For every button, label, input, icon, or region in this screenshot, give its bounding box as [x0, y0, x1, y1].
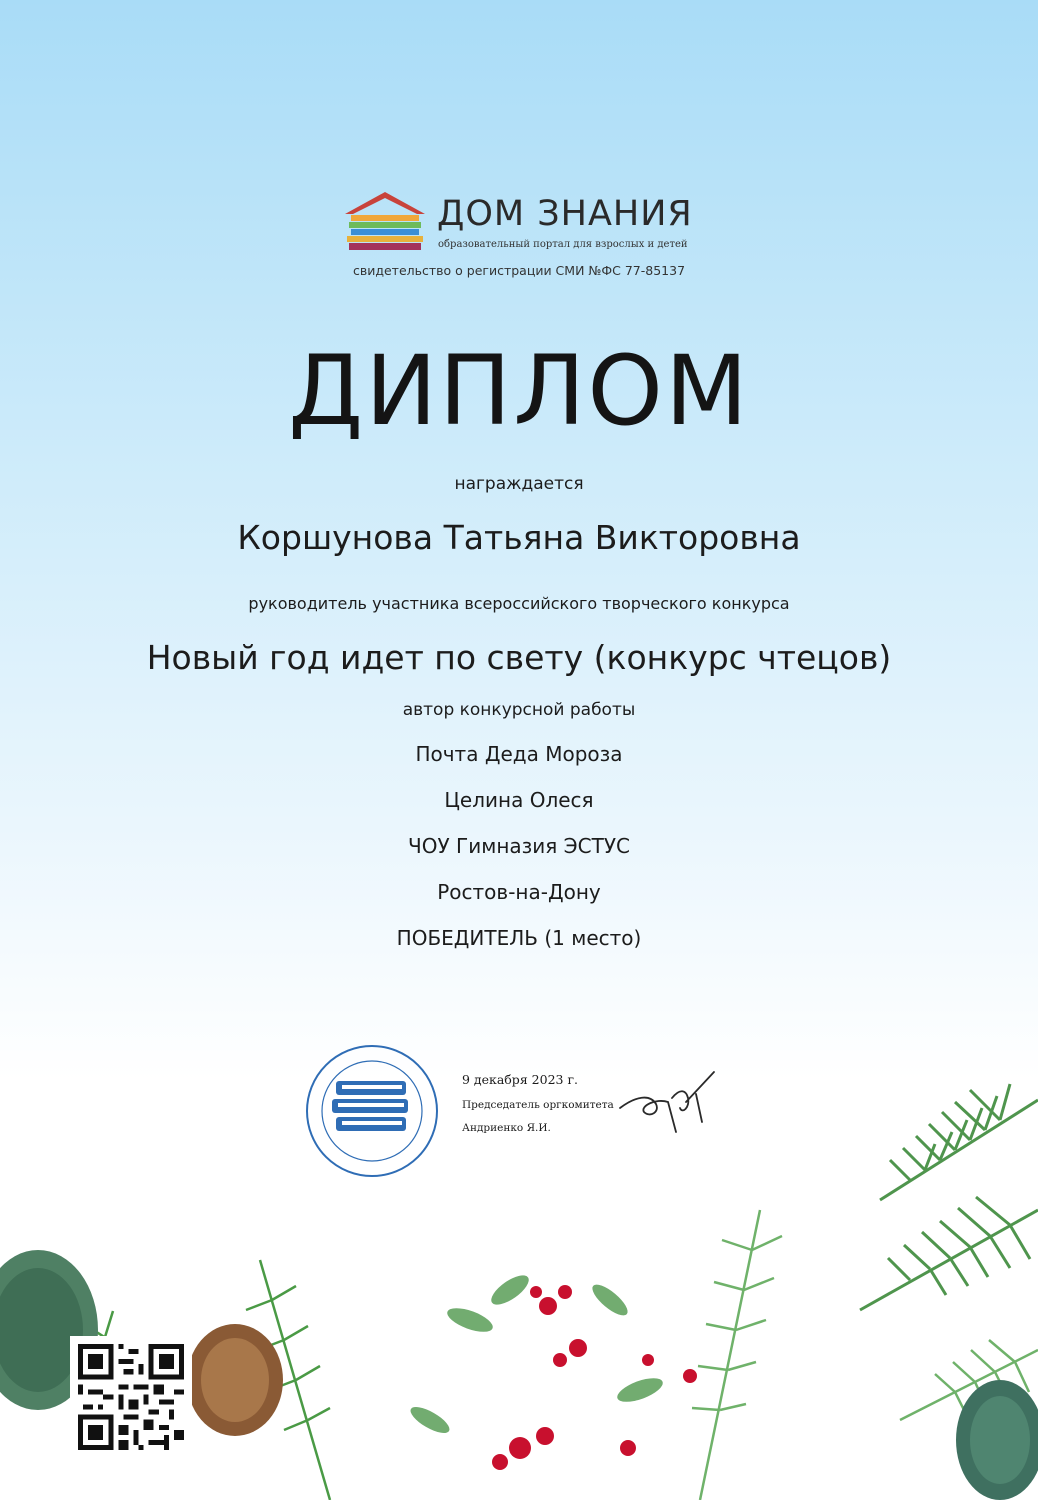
city-name: Ростов-на-Дону [437, 880, 601, 904]
house-books-logo-icon [343, 188, 427, 252]
place-result: ПОБЕДИТЕЛЬ (1 место) [396, 926, 642, 950]
sign-position: Председатель оргкомитета [462, 1099, 614, 1111]
school-name: ЧОУ Гимназия ЭСТУС [408, 834, 630, 858]
qr-code-icon [78, 1344, 184, 1450]
recipient-role: руководитель участника всероссийского творческого конкурса [248, 594, 790, 613]
sign-name: Андриенко Я.И. [462, 1122, 551, 1134]
registration-text: свидетельство о регистрации СМИ №ФС 77-85137 [352, 263, 686, 278]
qr-code [70, 1336, 192, 1458]
books-seal-icon [304, 1043, 440, 1179]
logo [343, 188, 703, 252]
work-title: Почта Деда Мороза [415, 742, 623, 766]
logo-subtitle: образовательный портал для взрослых и детей [438, 239, 688, 250]
author-label: автор конкурсной работы [402, 700, 636, 720]
sign-date: 9 декабря 2023 г. [462, 1072, 578, 1087]
handwritten-signature [616, 1068, 720, 1144]
logo-title: ДОМ ЗНАНИЯ [437, 194, 693, 234]
contest-name: Новый год идет по свету (конкурс чтецов) [146, 638, 892, 677]
student-name: Целина Олеся [444, 788, 594, 812]
awarded-label: награждается [454, 474, 584, 494]
recipient-name: Коршунова Татьяна Викторовна [237, 518, 801, 557]
diploma-title: ДИПЛОМ [288, 335, 750, 447]
